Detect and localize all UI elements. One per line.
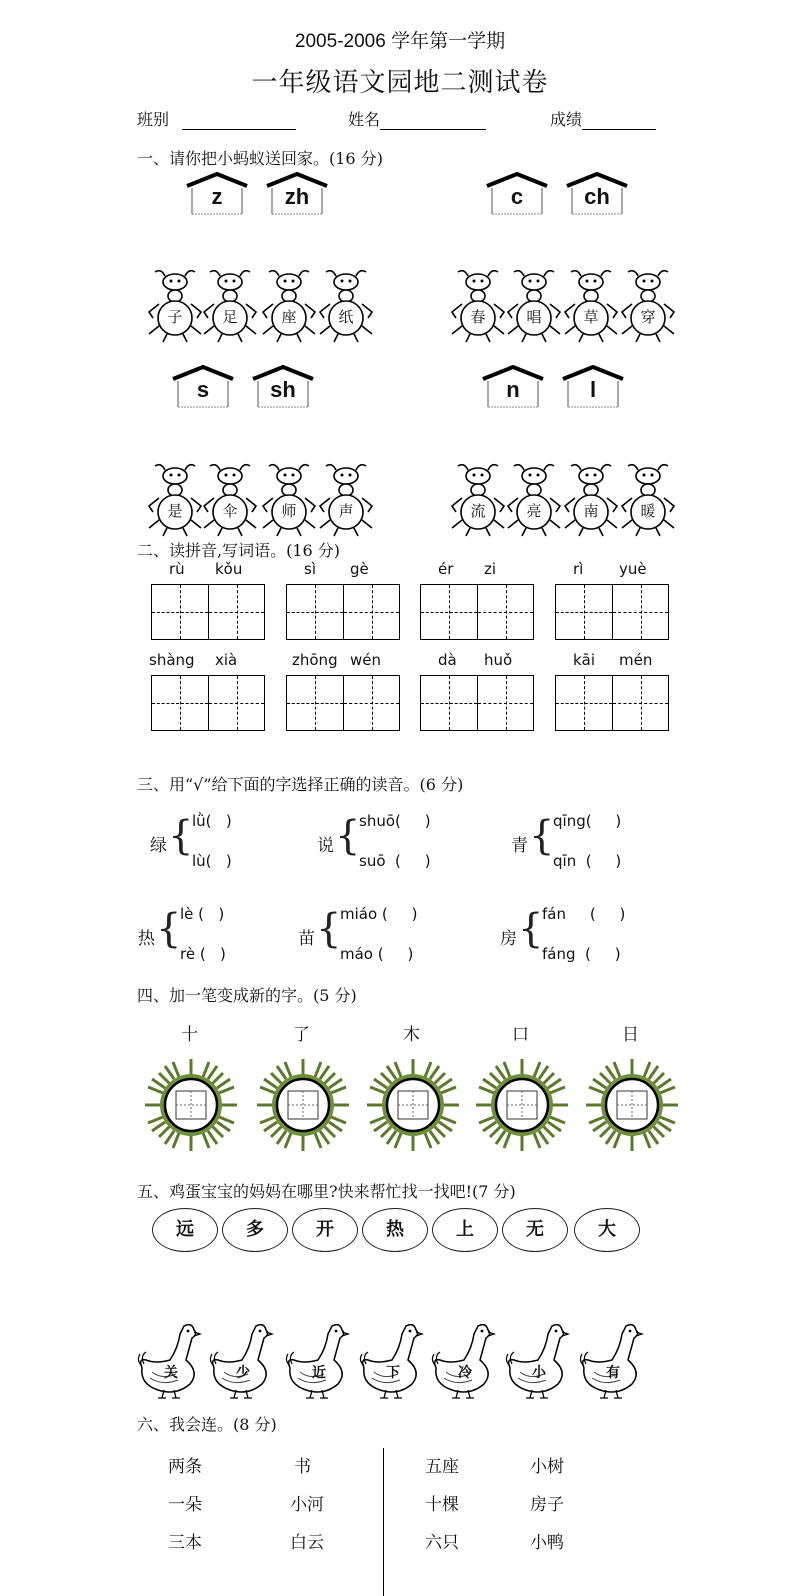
cell-guide-v bbox=[641, 676, 642, 730]
brace-icon: { bbox=[335, 813, 361, 859]
grid-cell[interactable] bbox=[152, 585, 208, 639]
grid-cell[interactable] bbox=[208, 585, 264, 639]
cell-guide-v bbox=[506, 585, 507, 639]
house-label: ch bbox=[584, 184, 610, 209]
score-blank[interactable] bbox=[582, 111, 656, 130]
q3-heading: 三、用“√”给下面的字选择正确的读音。(6 分) bbox=[137, 775, 464, 794]
ant-ants_row1-6[interactable] bbox=[563, 268, 619, 344]
brace-icon: { bbox=[168, 813, 194, 859]
cell-guide-v bbox=[237, 676, 238, 730]
pinyin-syllable: gè bbox=[350, 560, 369, 578]
q2-heading: 二、读拼音,写词语。(16 分) bbox=[137, 541, 341, 560]
pinyin-syllable: xià bbox=[215, 651, 238, 669]
pinyin-syllable: wén bbox=[350, 651, 382, 669]
hen[interactable] bbox=[430, 1320, 498, 1400]
ant-ants_row1-4[interactable] bbox=[450, 268, 506, 344]
hen[interactable] bbox=[208, 1320, 276, 1400]
grid-cell[interactable] bbox=[556, 585, 612, 639]
house-c bbox=[486, 172, 548, 218]
house-ch bbox=[566, 172, 628, 218]
house-label: l bbox=[589, 377, 597, 402]
cell-guide-v bbox=[180, 585, 181, 639]
cell-guide-v bbox=[180, 676, 181, 730]
grid-cell[interactable] bbox=[343, 585, 399, 639]
cell-guide-v bbox=[372, 676, 373, 730]
match-item[interactable]: 小树 bbox=[530, 1457, 564, 1477]
reading-option-a[interactable]: miáo ( ) bbox=[340, 905, 418, 923]
grid-cell[interactable] bbox=[477, 585, 533, 639]
base-char: 日 bbox=[622, 1025, 639, 1045]
name-label: 姓名 bbox=[348, 110, 381, 129]
ant-char: 是 bbox=[167, 502, 183, 520]
reading-option-b[interactable]: qīn ( ) bbox=[553, 852, 622, 870]
exam-title: 一年级语文园地二测试卷 bbox=[251, 68, 549, 98]
base-char: 木 bbox=[403, 1025, 420, 1045]
sun-icon bbox=[143, 1057, 239, 1153]
pinyin-syllable: shàng bbox=[149, 651, 195, 669]
ant-ants_row1-5[interactable] bbox=[506, 268, 562, 344]
cell-guide-v bbox=[237, 585, 238, 639]
ant-ants_row1-3[interactable] bbox=[318, 268, 374, 344]
cell-guide-v bbox=[641, 585, 642, 639]
name-blank[interactable] bbox=[380, 111, 486, 130]
egg[interactable]: 无 bbox=[502, 1208, 568, 1252]
match-item[interactable]: 小河 bbox=[290, 1495, 324, 1515]
hen[interactable] bbox=[358, 1320, 426, 1400]
match-item[interactable]: 两条 bbox=[168, 1457, 202, 1477]
reading-option-b[interactable]: rè ( ) bbox=[180, 945, 226, 963]
ant-char: 伞 bbox=[222, 502, 238, 520]
grid-cell[interactable] bbox=[343, 676, 399, 730]
q6-heading: 六、我会连。(8 分) bbox=[137, 1415, 277, 1434]
house-l bbox=[562, 365, 624, 411]
match-item[interactable]: 三本 bbox=[168, 1533, 202, 1553]
score-label: 成绩 bbox=[550, 110, 583, 129]
grid-cell[interactable] bbox=[287, 585, 343, 639]
house-s bbox=[172, 365, 234, 411]
ant-ants_row2-1[interactable] bbox=[202, 462, 258, 538]
base-char: 十 bbox=[181, 1025, 198, 1045]
q3-char: 青 bbox=[511, 836, 528, 856]
house-label: n bbox=[506, 377, 520, 402]
reading-option-b[interactable]: máo ( ) bbox=[340, 945, 414, 963]
ant-char: 暖 bbox=[640, 502, 656, 520]
score-field bbox=[550, 107, 656, 130]
brace-icon: { bbox=[518, 906, 544, 952]
cell-guide-v bbox=[584, 676, 585, 730]
q6-divider bbox=[383, 1448, 384, 1596]
hen-icon bbox=[504, 1320, 572, 1400]
term-title: 2005-2006 学年第一学期 bbox=[294, 31, 506, 52]
brace-icon: { bbox=[529, 813, 555, 859]
reading-option-a[interactable]: lè ( ) bbox=[180, 905, 225, 923]
pinyin-syllable: zhōng bbox=[292, 651, 338, 669]
grid-cell[interactable] bbox=[421, 676, 477, 730]
hen[interactable] bbox=[504, 1320, 572, 1400]
q3-char: 绿 bbox=[150, 836, 167, 856]
cell-guide-v bbox=[449, 676, 450, 730]
base-char: 口 bbox=[512, 1025, 529, 1045]
ant-char: 座 bbox=[281, 308, 297, 326]
pinyin-syllable: kǒu bbox=[215, 560, 243, 578]
grid-cell[interactable] bbox=[556, 676, 612, 730]
pinyin-syllable: ér bbox=[438, 560, 454, 578]
class-label: 班别 bbox=[137, 110, 170, 129]
answer-sun[interactable] bbox=[255, 1057, 351, 1153]
hen-char: 关 bbox=[164, 1365, 178, 1381]
pinyin-syllable: rì bbox=[573, 560, 584, 578]
hen-icon bbox=[208, 1320, 276, 1400]
ant-char: 草 bbox=[583, 308, 599, 326]
match-item[interactable]: 小鸭 bbox=[530, 1533, 564, 1553]
ant-ants_row2-5[interactable] bbox=[506, 462, 562, 538]
ant-char: 师 bbox=[281, 502, 297, 520]
answer-sun[interactable] bbox=[143, 1057, 239, 1153]
brace-icon: { bbox=[316, 906, 342, 952]
pinyin-syllable: yuè bbox=[619, 560, 647, 578]
writing-grid[interactable] bbox=[555, 675, 669, 731]
house-sh bbox=[252, 365, 314, 411]
writing-grid[interactable] bbox=[420, 675, 534, 731]
hen-icon bbox=[358, 1320, 426, 1400]
cell-guide-v bbox=[449, 585, 450, 639]
grid-cell[interactable] bbox=[421, 585, 477, 639]
egg[interactable]: 开 bbox=[292, 1208, 358, 1252]
hen-char: 下 bbox=[386, 1365, 400, 1381]
grid-cell[interactable] bbox=[152, 676, 208, 730]
ant-char: 纸 bbox=[338, 308, 354, 326]
match-item[interactable]: 一朵 bbox=[168, 1495, 202, 1515]
house-zh bbox=[266, 172, 328, 218]
q1-heading: 一、请你把小蚂蚁送回家。(16 分) bbox=[137, 149, 383, 168]
house-label: s bbox=[196, 377, 210, 402]
match-item[interactable]: 六只 bbox=[425, 1533, 459, 1553]
egg[interactable]: 多 bbox=[222, 1208, 288, 1252]
q3-char: 热 bbox=[138, 929, 155, 949]
egg[interactable]: 上 bbox=[432, 1208, 498, 1252]
ant-ants_row1-1[interactable] bbox=[202, 268, 258, 344]
q3-char: 说 bbox=[317, 836, 334, 856]
reading-option-a[interactable]: lǜ( ) bbox=[192, 812, 232, 830]
hen-icon bbox=[430, 1320, 498, 1400]
class-field bbox=[137, 107, 296, 130]
cell-guide-v bbox=[506, 676, 507, 730]
cell-guide-v bbox=[584, 585, 585, 639]
hen-char: 小 bbox=[532, 1365, 546, 1381]
reading-option-a[interactable]: qīng( ) bbox=[553, 812, 622, 830]
ant-char: 流 bbox=[470, 502, 486, 520]
house-z bbox=[186, 172, 248, 218]
ant-ants_row2-2[interactable] bbox=[261, 462, 317, 538]
cell-guide-v bbox=[315, 585, 316, 639]
writing-grid[interactable] bbox=[420, 584, 534, 640]
ant-char: 声 bbox=[338, 502, 354, 520]
hen-icon bbox=[284, 1320, 352, 1400]
hen[interactable] bbox=[578, 1320, 646, 1400]
egg[interactable]: 热 bbox=[362, 1208, 428, 1252]
pinyin-syllable: sì bbox=[304, 560, 316, 578]
house-label: z bbox=[211, 184, 223, 209]
grid-cell[interactable] bbox=[612, 585, 668, 639]
writing-grid[interactable] bbox=[286, 584, 400, 640]
hen[interactable] bbox=[284, 1320, 352, 1400]
house-label: zh bbox=[284, 184, 310, 209]
cell-guide-v bbox=[372, 585, 373, 639]
class-blank[interactable] bbox=[182, 111, 296, 130]
writing-grid[interactable] bbox=[555, 584, 669, 640]
ant-char: 南 bbox=[583, 502, 599, 520]
reading-option-b[interactable]: suō ( ) bbox=[359, 852, 431, 870]
ant-ants_row1-7[interactable] bbox=[620, 268, 676, 344]
egg[interactable]: 远 bbox=[152, 1208, 218, 1252]
q3-char: 房 bbox=[500, 929, 517, 949]
hen-char: 冷 bbox=[458, 1365, 472, 1381]
ant-ants_row1-2[interactable] bbox=[261, 268, 317, 344]
reading-option-b[interactable]: fáng ( ) bbox=[542, 945, 621, 963]
ant-ants_row2-0[interactable] bbox=[147, 462, 203, 538]
name-field bbox=[348, 107, 486, 130]
answer-sun[interactable] bbox=[474, 1057, 570, 1153]
ant-char: 子 bbox=[167, 308, 183, 326]
writing-grid[interactable] bbox=[151, 675, 265, 731]
pinyin-syllable: mén bbox=[619, 651, 653, 669]
sun-icon bbox=[255, 1057, 351, 1153]
ant-ants_row1-0[interactable] bbox=[147, 268, 203, 344]
cell-guide-v bbox=[315, 676, 316, 730]
match-item[interactable]: 五座 bbox=[425, 1457, 459, 1477]
pinyin-syllable: rù bbox=[169, 560, 185, 578]
ant-char: 足 bbox=[222, 308, 238, 326]
hen[interactable] bbox=[136, 1320, 204, 1400]
pinyin-syllable: zi bbox=[484, 560, 497, 578]
sun-icon bbox=[474, 1057, 570, 1153]
writing-grid[interactable] bbox=[286, 675, 400, 731]
grid-cell[interactable] bbox=[477, 676, 533, 730]
hen-char: 少 bbox=[236, 1365, 250, 1381]
hen-char: 有 bbox=[606, 1365, 620, 1381]
egg[interactable]: 大 bbox=[574, 1208, 640, 1252]
sun-icon bbox=[365, 1057, 461, 1153]
q4-heading: 四、加一笔变成新的字。(5 分) bbox=[137, 986, 357, 1005]
match-item[interactable]: 十棵 bbox=[425, 1495, 459, 1515]
q5-heading: 五、鸡蛋宝宝的妈妈在哪里?快来帮忙找一找吧!(7 分) bbox=[137, 1182, 516, 1201]
reading-option-a[interactable]: shuō( ) bbox=[359, 812, 431, 830]
reading-option-a[interactable]: fán ( ) bbox=[542, 905, 626, 923]
ant-ants_row2-3[interactable] bbox=[318, 462, 374, 538]
base-char: 了 bbox=[293, 1025, 310, 1045]
q3-char: 苗 bbox=[298, 929, 315, 949]
house-label: sh bbox=[270, 377, 296, 402]
ant-char: 穿 bbox=[640, 308, 656, 326]
reading-option-b[interactable]: lù( ) bbox=[192, 852, 232, 870]
hen-icon bbox=[578, 1320, 646, 1400]
grid-cell[interactable] bbox=[287, 676, 343, 730]
hen-icon bbox=[136, 1320, 204, 1400]
hen-char: 近 bbox=[312, 1365, 326, 1381]
writing-grid[interactable] bbox=[151, 584, 265, 640]
grid-cell[interactable] bbox=[612, 676, 668, 730]
brace-icon: { bbox=[156, 906, 182, 952]
ant-char: 春 bbox=[470, 308, 486, 326]
answer-sun[interactable] bbox=[584, 1057, 680, 1153]
pinyin-syllable: huǒ bbox=[484, 651, 513, 669]
answer-sun[interactable] bbox=[365, 1057, 461, 1153]
house-n bbox=[482, 365, 544, 411]
grid-cell[interactable] bbox=[208, 676, 264, 730]
ant-ants_row2-7[interactable] bbox=[620, 462, 676, 538]
match-item[interactable]: 白云 bbox=[290, 1533, 324, 1553]
pinyin-syllable: kāi bbox=[573, 651, 596, 669]
pinyin-syllable: dà bbox=[438, 651, 457, 669]
ant-char: 亮 bbox=[526, 502, 542, 520]
ant-char: 唱 bbox=[526, 308, 542, 326]
match-item[interactable]: 房子 bbox=[530, 1495, 564, 1515]
ant-ants_row2-6[interactable] bbox=[563, 462, 619, 538]
ant-ants_row2-4[interactable] bbox=[450, 462, 506, 538]
match-item[interactable]: 书 bbox=[294, 1457, 311, 1477]
house-label: c bbox=[510, 184, 524, 209]
sun-icon bbox=[584, 1057, 680, 1153]
